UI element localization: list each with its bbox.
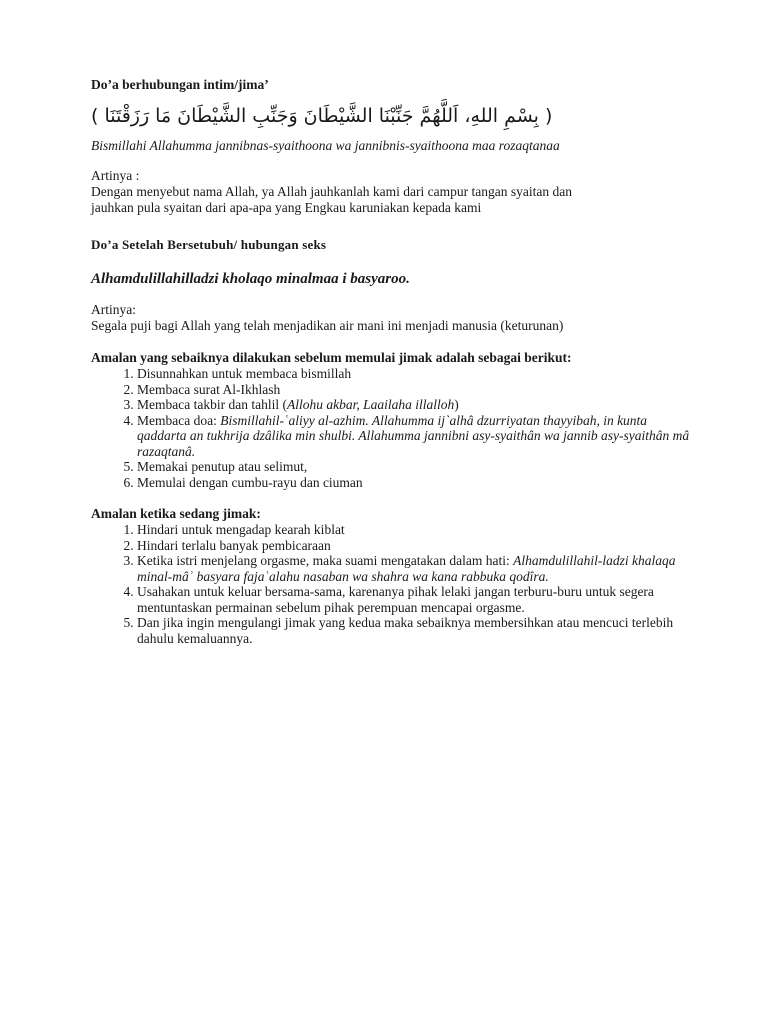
- list-item-text-end: ): [454, 397, 459, 412]
- list-item-text: Ketika istri menjelang orgasme, maka suami mengatakan dalam hati:: [137, 553, 514, 568]
- list-item: [137, 413, 691, 460]
- list-item: [137, 553, 691, 584]
- list-item-text: Membaca doa:: [137, 412, 221, 428]
- meaning-text-line-1: Dengan menyebut nama Allah, ya Allah jauhkanlah kami dari campur tangan syaitan dan: [91, 184, 572, 199]
- list-item: 2. Hindari terlalu banyak pembicaraan: [137, 538, 691, 554]
- list-item-text: Membaca takbir dan tahlil (: [137, 397, 287, 412]
- list-item-italic: Allohu akbar, Laailaha illalloh: [286, 397, 455, 412]
- arabic-prayer-text: ( بِسْمِ اللهِ، اَللَّهُمَّ جَنِّبْنَا الشَّيْطَانَ وَجَنِّبِ الشَّيْطَانَ مَا رَزَقْتَنَا ): [91, 105, 553, 127]
- transliteration-doa-setelah: Alhamdulillahilladzi kholaqo minalmaa i basyaroo.: [91, 271, 410, 287]
- meaning-text-2: Segala puji bagi Allah yang telah menjadikan air mani ini menjadi manusia (keturunan): [91, 318, 564, 333]
- list-item: 4. Usahakan untuk keluar bersama-sama, karenanya pihak lelaki jangan terburu-buru untuk segera mentuntaskan permainan sebelum pihak perempuan mencapai orgasme.: [137, 584, 691, 615]
- list-item: 6. Memulai dengan cumbu-rayu dan ciuman: [137, 475, 691, 491]
- meaning-label-2: Artinya:: [91, 302, 136, 317]
- list-during-jimak: [91, 522, 691, 646]
- meaning-label: Artinya :: [91, 168, 140, 183]
- transliteration-doa-intim: Bismillahi Allahumma jannibnas-syaithoona wa jannibnis-syaithoona maa rozaqtanaa: [91, 138, 560, 153]
- list-title-before-jimak: Amalan yang sebaiknya dilakukan sebelum memulai jimak adalah sebagai berikut:: [91, 350, 572, 365]
- meaning-text-line-2: jauhkan pula syaitan dari apa-apa yang Engkau karuniakan kepada kami: [91, 200, 482, 215]
- list-item: [137, 397, 691, 413]
- list-item: 5. Dan jika ingin mengulangi jimak yang kedua maka sebaiknya membersihkan atau mencuci terlebih dahulu kemaluannya.: [137, 615, 691, 646]
- list-before-jimak: [91, 366, 691, 490]
- section-title-doa-intim: Do’a berhubungan intim/jima’: [91, 77, 269, 92]
- list-title-during-jimak: Amalan ketika sedang jimak:: [91, 506, 261, 521]
- list-item: 2. Membaca surat Al-Ikhlash: [137, 382, 691, 398]
- section-title-doa-setelah: Do’a Setelah Bersetubuh/ hubungan seks: [91, 237, 327, 252]
- list-item: 1. Hindari untuk mengadap kearah kiblat: [137, 522, 691, 538]
- list-item: 5. Memakai penutup atau selimut,: [137, 459, 691, 475]
- list-item-italic: Bismillahil-ʿaliyy al-azhim. Allahumma ij`alhâ dzurriyatan thayyibah, in kunta qaddarta an tukhrija dzâlika min shulbi. Allahumma jannibni asy-syaithân wa jannib asy-syaithân mâ razaqtanâ.: [137, 412, 690, 459]
- list-item: 1. Disunnahkan untuk membaca bismillah: [137, 366, 691, 382]
- document-page: [91, 76, 691, 646]
- list-item-italic: Alhamdulillahil-ladzi khalaqa minal-mâʾ basyara fajaʿalahu nasaban wa shahra wa kana rabbuka qodîra.: [137, 553, 676, 584]
